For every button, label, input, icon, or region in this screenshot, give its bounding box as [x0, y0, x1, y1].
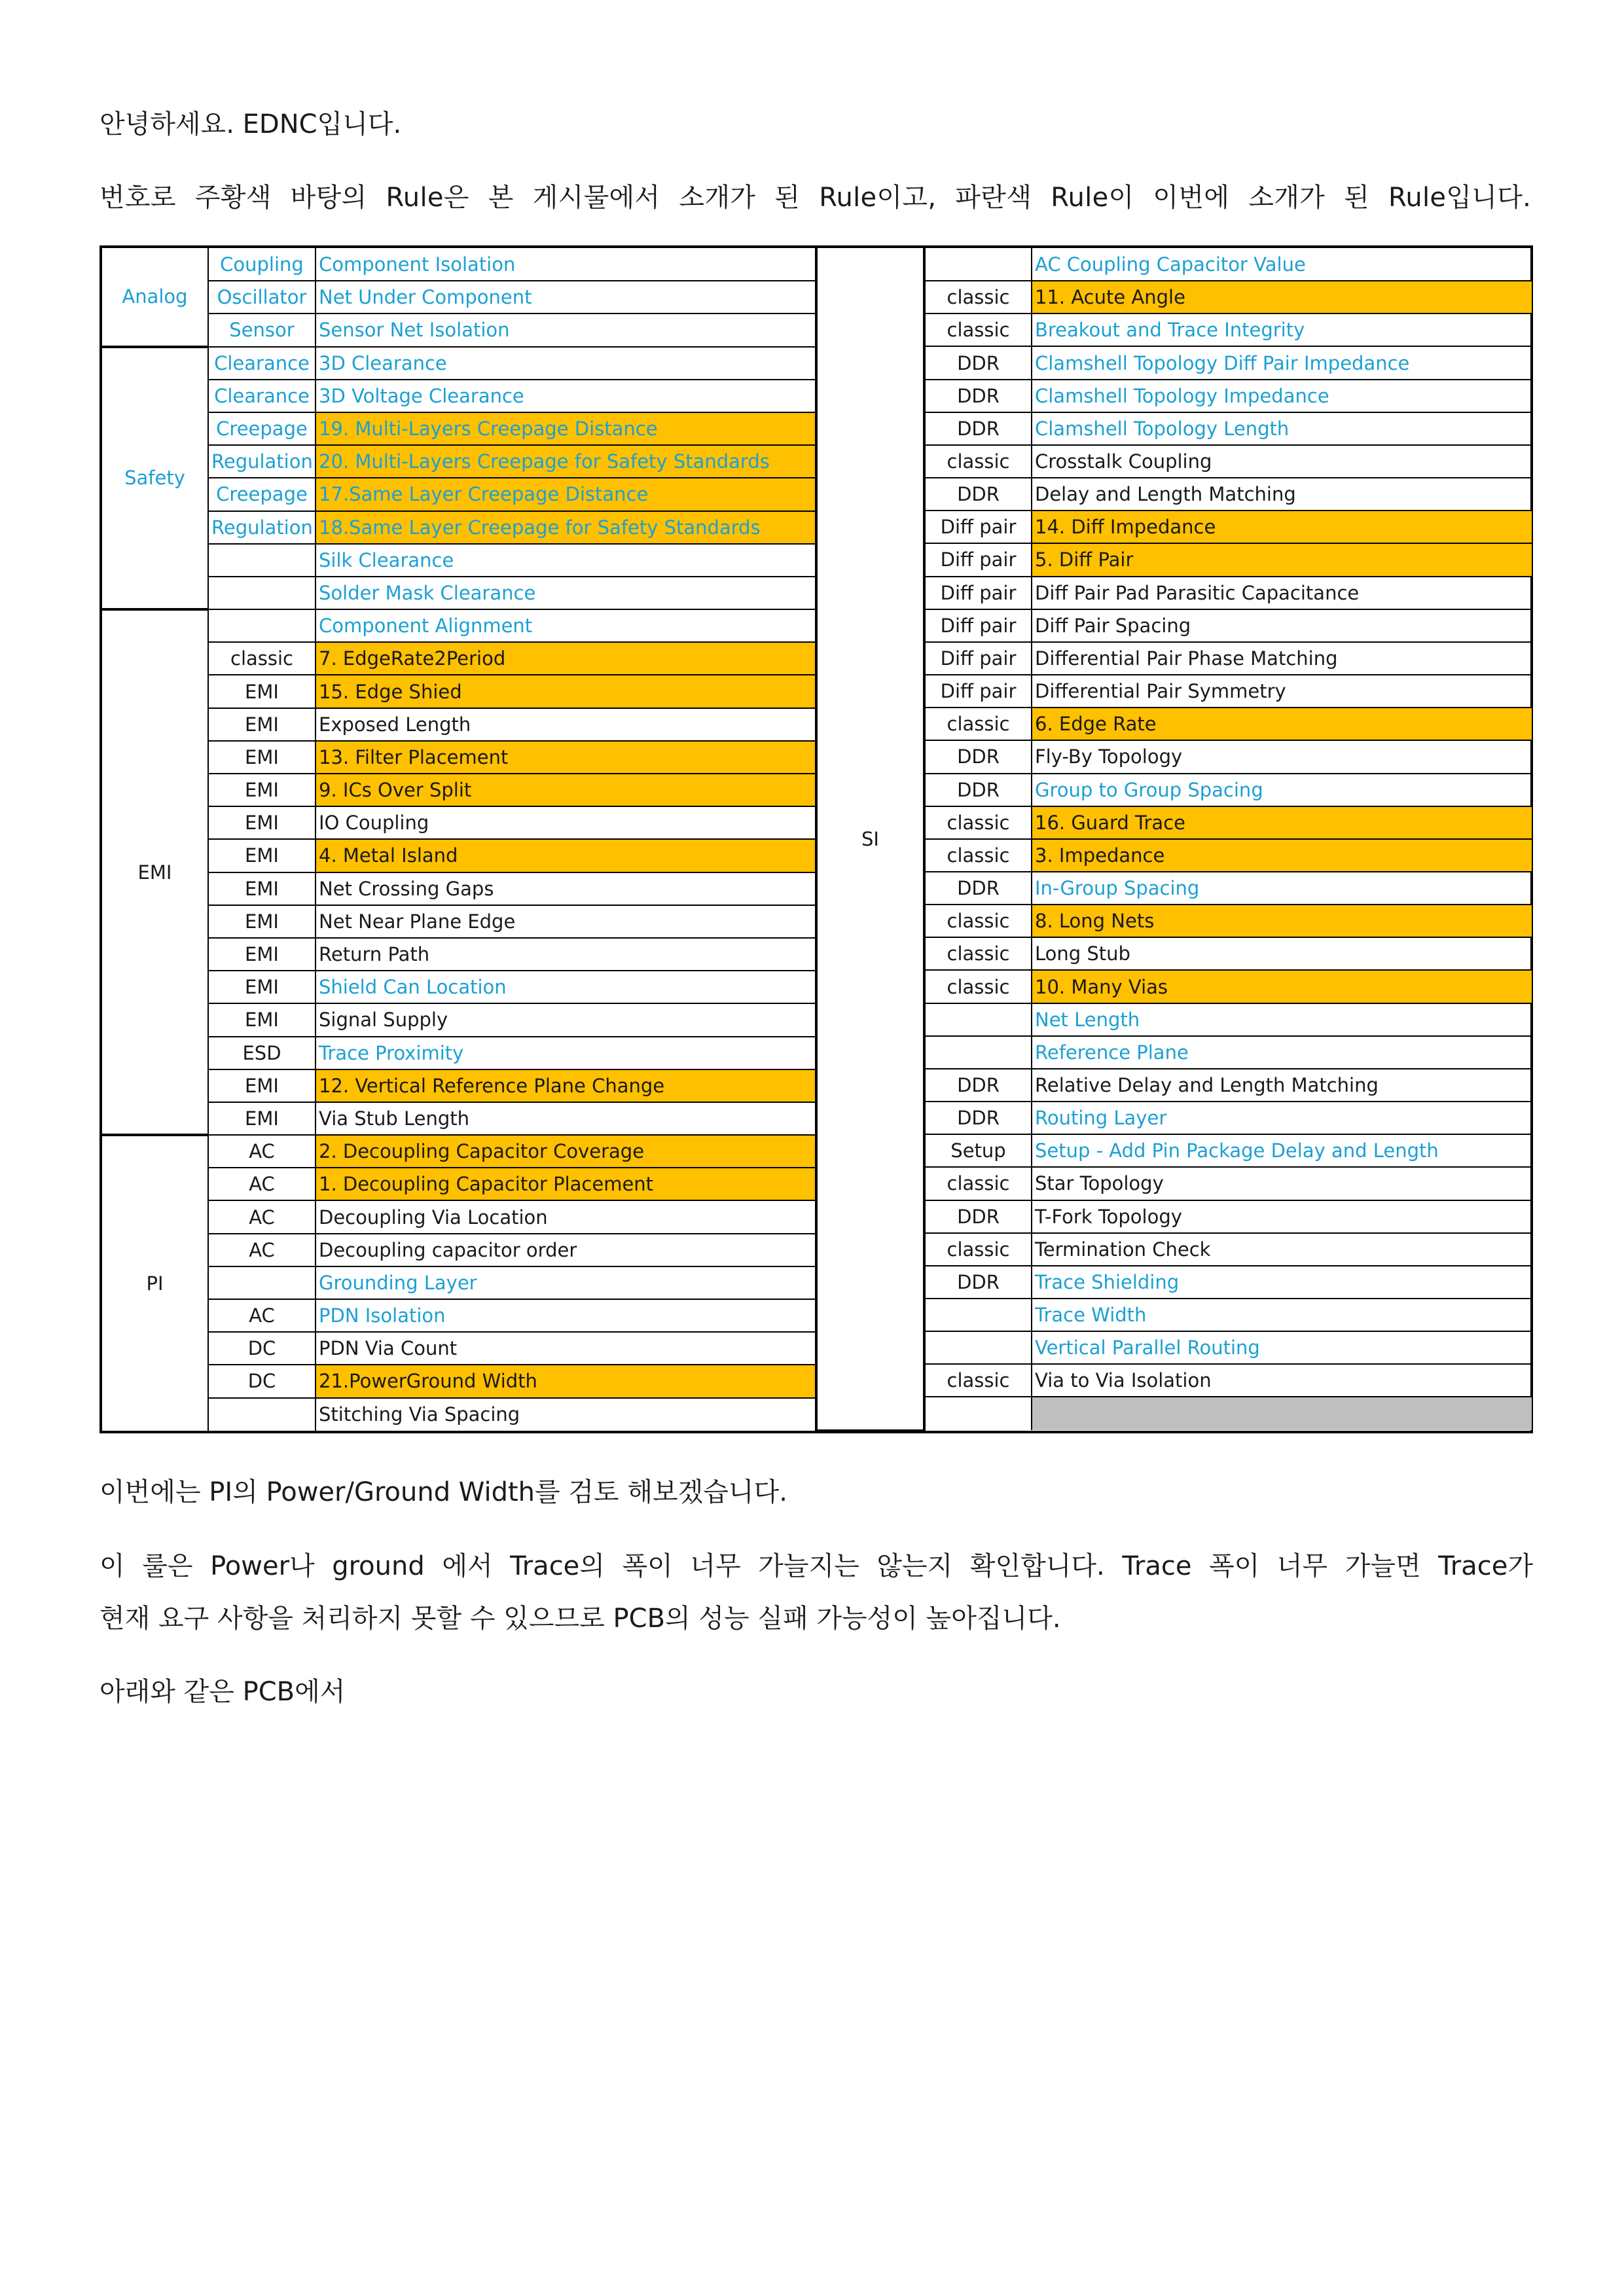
- rule-name-cell: Net Under Component: [316, 281, 816, 314]
- rule-name-cell: Trace Shielding: [1032, 1266, 1532, 1299]
- sub-category-cell: AC: [208, 1200, 316, 1233]
- rule-name-cell: Star Topology: [1032, 1167, 1532, 1200]
- rule-name-cell: Net Crossing Gaps: [316, 872, 816, 905]
- rule-name-cell: 4. Metal Island: [316, 839, 816, 872]
- rule-name-cell: 3D Voltage Clearance: [316, 380, 816, 412]
- table-row: [817, 905, 1532, 937]
- table-row: [817, 248, 1532, 281]
- table-row: [102, 708, 816, 741]
- rule-name-cell: Reference Plane: [1032, 1036, 1532, 1069]
- sub-category-cell: EMI: [208, 971, 316, 1003]
- sub-category-cell: EMI: [208, 708, 316, 741]
- rule-name-cell: Clamshell Topology Impedance: [1032, 380, 1532, 412]
- table-row: [817, 543, 1532, 576]
- rule-name-cell: Exposed Length: [316, 708, 816, 741]
- table-row: [817, 412, 1532, 445]
- sub-category-cell: DC: [208, 1365, 316, 1397]
- table-row: [102, 347, 816, 380]
- rule-name-cell: Silk Clearance: [316, 544, 816, 577]
- rule-name-cell: Diff Pair Spacing: [1032, 609, 1532, 642]
- table-row: [102, 478, 816, 511]
- table-row: [102, 839, 816, 872]
- sub-category-cell: Setup: [924, 1134, 1032, 1167]
- sub-category-cell: DDR: [924, 1069, 1032, 1102]
- sub-category-cell: Diff pair: [924, 642, 1032, 675]
- table-row: [102, 445, 816, 478]
- rule-name-cell: Setup - Add Pin Package Delay and Length: [1032, 1134, 1532, 1167]
- table-row: [102, 642, 816, 675]
- below-text: 아래와 같은 PCB에서: [99, 1677, 346, 1707]
- rule-name-cell: 14. Diff Impedance: [1032, 511, 1532, 543]
- sub-category-cell: EMI: [208, 1003, 316, 1036]
- rule-name-cell: 9. ICs Over Split: [316, 774, 816, 806]
- sub-category-cell: AC: [208, 1135, 316, 1168]
- rule-name-cell: Trace Width: [1032, 1299, 1532, 1331]
- sub-category-cell: classic: [924, 314, 1032, 346]
- table-row: [817, 1364, 1532, 1397]
- table-row: [817, 708, 1532, 740]
- table-row: [102, 774, 816, 806]
- sub-category-cell: classic: [924, 839, 1032, 872]
- sub-category-cell: Diff pair: [924, 543, 1032, 576]
- rule-name-cell: Via Stub Length: [316, 1102, 816, 1135]
- rule-name-cell: 3. Impedance: [1032, 839, 1532, 872]
- table-row: [102, 1299, 816, 1332]
- sub-category-cell: DDR: [924, 380, 1032, 412]
- table-row: [817, 380, 1532, 412]
- table-row: [102, 1069, 816, 1102]
- table-row: [817, 1134, 1532, 1167]
- sub-category-cell: classic: [208, 642, 316, 675]
- rule-name-cell: Decoupling Via Location: [316, 1200, 816, 1233]
- table-row: [102, 577, 816, 609]
- sub-category-cell: Diff pair: [924, 609, 1032, 642]
- description-line-1: 이 룰은 Power나 ground 에서 Trace의 폭이 너무 가늘지는 않는지 확인합니다. Trace 폭이 너무 가늘면 Trace가: [99, 1551, 1533, 1581]
- sub-category-cell: EMI: [208, 872, 316, 905]
- sub-category-cell: [924, 248, 1032, 281]
- rule-name-cell: Delay and Length Matching: [1032, 478, 1532, 511]
- sub-category-cell: EMI: [208, 774, 316, 806]
- table-row: [102, 1234, 816, 1266]
- table-row: [102, 1332, 816, 1365]
- rule-tables: [99, 245, 1533, 1433]
- sub-category-cell: Creepage: [208, 412, 316, 445]
- sub-category-cell: DC: [208, 1332, 316, 1365]
- sub-category-cell: Clearance: [208, 380, 316, 412]
- sub-category-cell: DDR: [924, 1102, 1032, 1134]
- sub-category-cell: [208, 1266, 316, 1299]
- table-row: [102, 511, 816, 544]
- table-row: [102, 609, 816, 642]
- rule-name-cell: Shield Can Location: [316, 971, 816, 1003]
- sub-category-cell: DDR: [924, 774, 1032, 806]
- rule-name-cell: 19. Multi-Layers Creepage Distance: [316, 412, 816, 445]
- table-row: [817, 314, 1532, 346]
- rule-name-cell: Vertical Parallel Routing: [1032, 1331, 1532, 1364]
- table-row: [102, 281, 816, 314]
- rule-name-cell: Stitching Via Spacing: [316, 1398, 816, 1431]
- sub-category-cell: [924, 1036, 1032, 1069]
- sub-category-cell: Clearance: [208, 347, 316, 380]
- rule-name-cell: AC Coupling Capacitor Value: [1032, 248, 1532, 281]
- rule-name-cell: Net Length: [1032, 1003, 1532, 1036]
- table-row: [817, 1069, 1532, 1102]
- sub-category-cell: [924, 1331, 1032, 1364]
- sub-category-cell: Regulation: [208, 511, 316, 544]
- sub-category-cell: EMI: [208, 741, 316, 774]
- rule-name-cell: 13. Filter Placement: [316, 741, 816, 774]
- table-row: [102, 938, 816, 971]
- sub-category-cell: Diff pair: [924, 577, 1032, 609]
- table-row: [102, 1003, 816, 1036]
- category-cell: SI: [817, 248, 924, 1430]
- rule-name-cell: Diff Pair Pad Parasitic Capacitance: [1032, 577, 1532, 609]
- rule-name-cell: Fly-By Topology: [1032, 740, 1532, 773]
- table-row: [817, 1299, 1532, 1331]
- rule-name-cell: Component Alignment: [316, 609, 816, 642]
- sub-category-cell: EMI: [208, 675, 316, 708]
- sub-category-cell: classic: [924, 1233, 1032, 1266]
- sub-category-cell: [208, 1398, 316, 1431]
- rule-name-cell: Termination Check: [1032, 1233, 1532, 1266]
- table-row: [102, 872, 816, 905]
- sub-category-cell: EMI: [208, 806, 316, 839]
- rule-name-cell: Grounding Layer: [316, 1266, 816, 1299]
- table-row: [817, 675, 1532, 708]
- sub-category-cell: DDR: [924, 740, 1032, 773]
- sub-category-cell: classic: [924, 806, 1032, 839]
- sub-category-cell: DDR: [924, 1200, 1032, 1233]
- rule-name-cell: Sensor Net Isolation: [316, 314, 816, 346]
- sub-category-cell: classic: [924, 937, 1032, 970]
- sub-category-cell: Creepage: [208, 478, 316, 511]
- table-row: [817, 1266, 1532, 1299]
- table-row: [102, 1102, 816, 1135]
- sub-category-cell: Regulation: [208, 445, 316, 478]
- sub-category-cell: DDR: [924, 872, 1032, 905]
- table-row: [817, 1102, 1532, 1134]
- table-row: [102, 1398, 816, 1431]
- rule-name-cell: Component Isolation: [316, 248, 816, 281]
- sub-category-cell: classic: [924, 281, 1032, 314]
- rule-name-cell: 8. Long Nets: [1032, 905, 1532, 937]
- rule-name-cell: Long Stub: [1032, 937, 1532, 970]
- table-row: [817, 642, 1532, 675]
- table-row: [817, 1200, 1532, 1233]
- table-row: [817, 577, 1532, 609]
- table-row: [817, 445, 1532, 478]
- table-row: [102, 380, 816, 412]
- sub-category-cell: [208, 544, 316, 577]
- table-row: [102, 1037, 816, 1069]
- category-cell: EMI: [102, 609, 208, 1135]
- sub-category-cell: AC: [208, 1234, 316, 1266]
- sub-category-cell: EMI: [208, 1102, 316, 1135]
- category-cell: PI: [102, 1135, 208, 1431]
- table-row: [817, 1331, 1532, 1364]
- rule-name-cell: Routing Layer: [1032, 1102, 1532, 1134]
- table-row: [817, 1036, 1532, 1069]
- sub-category-cell: EMI: [208, 839, 316, 872]
- sub-category-cell: classic: [924, 445, 1032, 478]
- rule-name-cell: 2. Decoupling Capacitor Coverage: [316, 1135, 816, 1168]
- sub-category-cell: [924, 1397, 1032, 1430]
- rule-name-cell: 1. Decoupling Capacitor Placement: [316, 1168, 816, 1200]
- sub-category-cell: [924, 1003, 1032, 1036]
- rule-name-cell: 12. Vertical Reference Plane Change: [316, 1069, 816, 1102]
- rule-name-cell: Net Near Plane Edge: [316, 905, 816, 938]
- sub-category-cell: classic: [924, 905, 1032, 937]
- sub-category-cell: classic: [924, 1364, 1032, 1397]
- table-row: [817, 774, 1532, 806]
- table-row: [817, 1167, 1532, 1200]
- sub-category-cell: DDR: [924, 1266, 1032, 1299]
- table-row: [102, 1266, 816, 1299]
- table-row: [817, 839, 1532, 872]
- table-row: [102, 905, 816, 938]
- table-row: [102, 806, 816, 839]
- rule-name-cell: [1032, 1397, 1532, 1430]
- sub-category-cell: Oscillator: [208, 281, 316, 314]
- table-row: [817, 970, 1532, 1003]
- table-row: [102, 314, 816, 346]
- rule-name-cell: IO Coupling: [316, 806, 816, 839]
- rule-name-cell: 7. EdgeRate2Period: [316, 642, 816, 675]
- rule-name-cell: 5. Diff Pair: [1032, 543, 1532, 576]
- rule-name-cell: Clamshell Topology Diff Pair Impedance: [1032, 346, 1532, 379]
- rule-name-cell: 6. Edge Rate: [1032, 708, 1532, 740]
- sub-category-cell: classic: [924, 708, 1032, 740]
- table-row: [102, 544, 816, 577]
- table-row: [817, 346, 1532, 379]
- rule-name-cell: Differential Pair Symmetry: [1032, 675, 1532, 708]
- sub-category-cell: [208, 577, 316, 609]
- rule-name-cell: Trace Proximity: [316, 1037, 816, 1069]
- sub-category-cell: EMI: [208, 905, 316, 938]
- sub-category-cell: DDR: [924, 346, 1032, 379]
- greeting-text: 안녕하세요. EDNC입니다.: [99, 109, 402, 139]
- table-row: [817, 1233, 1532, 1266]
- sub-category-cell: classic: [924, 1167, 1032, 1200]
- table-row: [102, 1135, 816, 1168]
- rule-name-cell: Breakout and Trace Integrity: [1032, 314, 1532, 346]
- rule-name-cell: 18.Same Layer Creepage for Safety Standards: [316, 511, 816, 544]
- rule-name-cell: 3D Clearance: [316, 347, 816, 380]
- table-row: [817, 511, 1532, 543]
- table-row: [817, 281, 1532, 314]
- sub-category-cell: DDR: [924, 478, 1032, 511]
- rule-name-cell: T-Fork Topology: [1032, 1200, 1532, 1233]
- table-row: [102, 1365, 816, 1397]
- rule-name-cell: PDN Isolation: [316, 1299, 816, 1332]
- table-row: [102, 675, 816, 708]
- rule-name-cell: Relative Delay and Length Matching: [1032, 1069, 1532, 1102]
- rule-name-cell: 10. Many Vias: [1032, 970, 1532, 1003]
- table-row: [817, 1003, 1532, 1036]
- rule-name-cell: Crosstalk Coupling: [1032, 445, 1532, 478]
- rule-name-cell: Decoupling capacitor order: [316, 1234, 816, 1266]
- category-cell: Analog: [102, 248, 208, 347]
- sub-category-cell: Diff pair: [924, 675, 1032, 708]
- table-row: [817, 872, 1532, 905]
- sub-category-cell: DDR: [924, 412, 1032, 445]
- table-row: [817, 609, 1532, 642]
- table-row: [102, 412, 816, 445]
- sub-category-cell: [208, 609, 316, 642]
- sub-category-cell: EMI: [208, 938, 316, 971]
- sub-category-cell: Diff pair: [924, 511, 1032, 543]
- rule-name-cell: Differential Pair Phase Matching: [1032, 642, 1532, 675]
- sub-category-cell: ESD: [208, 1037, 316, 1069]
- table-row: [817, 740, 1532, 773]
- rule-name-cell: Group to Group Spacing: [1032, 774, 1532, 806]
- table-row: [102, 1168, 816, 1200]
- rule-name-cell: Solder Mask Clearance: [316, 577, 816, 609]
- rule-name-cell: 16. Guard Trace: [1032, 806, 1532, 839]
- rule-name-cell: PDN Via Count: [316, 1332, 816, 1365]
- right-rule-table: [816, 248, 1532, 1431]
- table-row: [102, 971, 816, 1003]
- sub-category-cell: Sensor: [208, 314, 316, 346]
- sub-category-cell: AC: [208, 1168, 316, 1200]
- sub-category-cell: Coupling: [208, 248, 316, 281]
- category-cell: Safety: [102, 347, 208, 610]
- rule-name-cell: 20. Multi-Layers Creepage for Safety Standards: [316, 445, 816, 478]
- rule-name-cell: Via to Via Isolation: [1032, 1364, 1532, 1397]
- sub-category-cell: [924, 1299, 1032, 1331]
- table-row: [817, 937, 1532, 970]
- table-row: [102, 1200, 816, 1233]
- description-line-2: 현재 요구 사항을 처리하지 못할 수 있으므로 PCB의 성능 실패 가능성이 높아집니다.: [99, 1604, 1061, 1634]
- rule-name-cell: Signal Supply: [316, 1003, 816, 1036]
- table-row: [102, 248, 816, 281]
- intro-text: 이번에는 PI의 Power/Ground Width를 검토 해보겠습니다.: [99, 1477, 787, 1507]
- sub-category-cell: EMI: [208, 1069, 316, 1102]
- rule-name-cell: 11. Acute Angle: [1032, 281, 1532, 314]
- rule-name-cell: 15. Edge Shied: [316, 675, 816, 708]
- rule-name-cell: In-Group Spacing: [1032, 872, 1532, 905]
- legend-text: 번호로 주황색 바탕의 Rule은 본 게시물에서 소개가 된 Rule이고, 파란색 Rule이 이번에 소개가 된 Rule입니다.: [99, 183, 1532, 213]
- sub-category-cell: classic: [924, 970, 1032, 1003]
- rule-name-cell: Clamshell Topology Length: [1032, 412, 1532, 445]
- rule-name-cell: 21.PowerGround Width: [316, 1365, 816, 1397]
- rule-name-cell: 17.Same Layer Creepage Distance: [316, 478, 816, 511]
- left-rule-table: [102, 248, 816, 1431]
- table-row: [817, 1397, 1532, 1430]
- rule-name-cell: Return Path: [316, 938, 816, 971]
- table-row: [817, 806, 1532, 839]
- table-row: [817, 478, 1532, 511]
- sub-category-cell: AC: [208, 1299, 316, 1332]
- table-row: [102, 741, 816, 774]
